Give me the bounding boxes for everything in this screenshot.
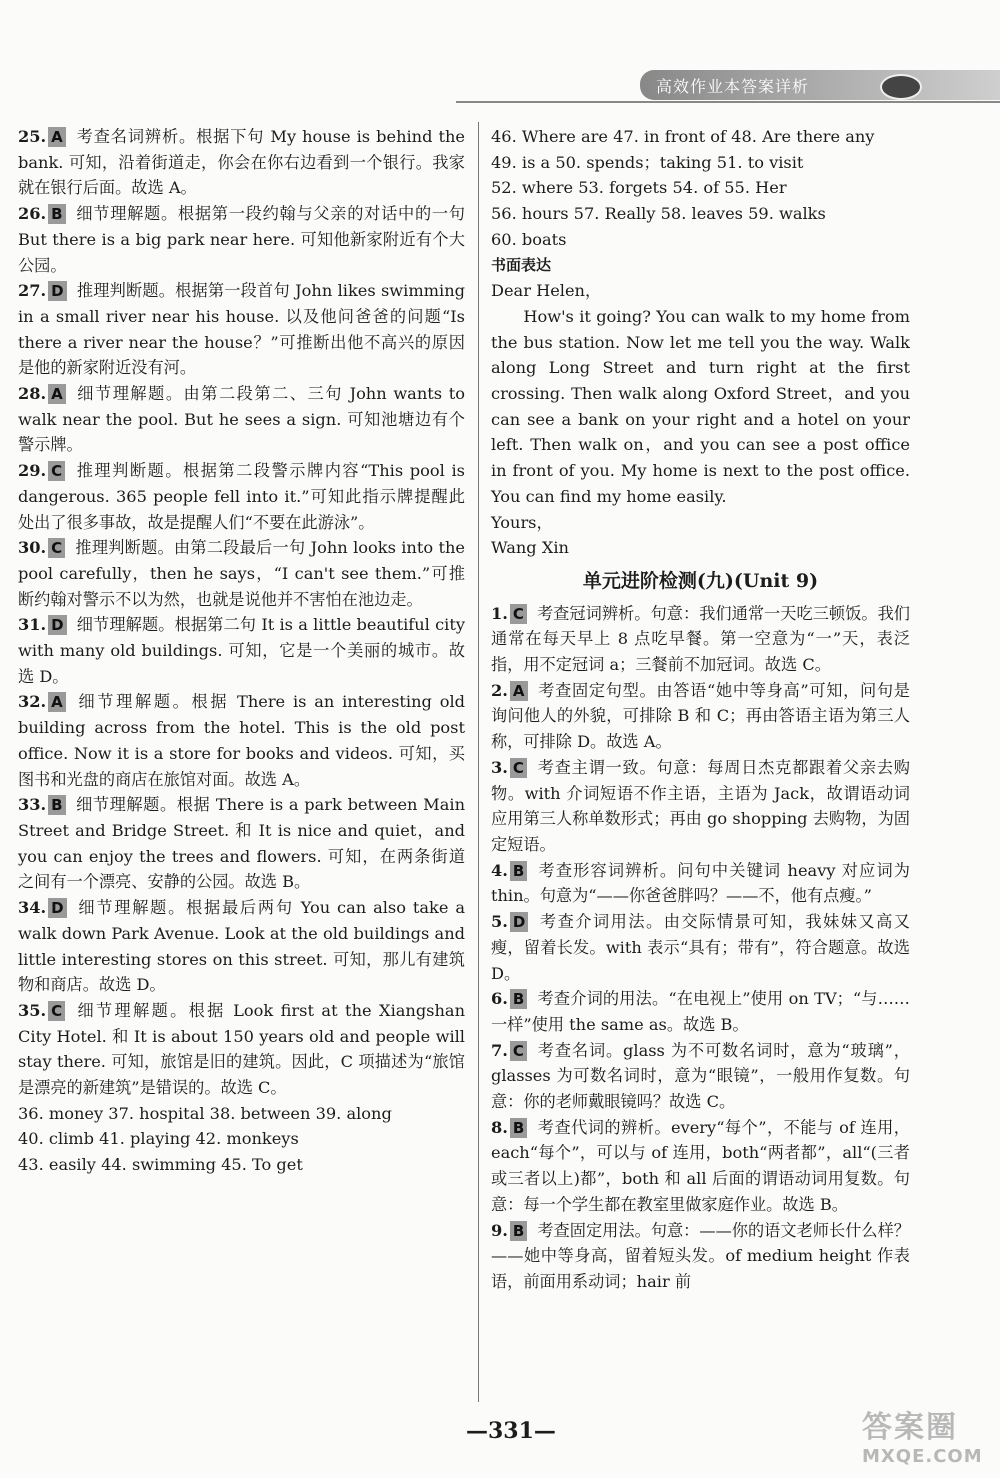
answer-choice-badge: C [510, 758, 527, 778]
fill-answer-line: 60. boats [491, 229, 567, 249]
question-number: 31. [18, 615, 47, 635]
answer-item [491, 1115, 910, 1218]
explanation-text: 细节理解题。根据最后两句 You can also take a walk down Park Avenue. Look at the old buildings and little interesting stores on this street. 可知，那儿有建筑物和商店。故选 D。 [18, 898, 465, 995]
explanation-text: 细节理解题。根据 There is an interesting old building across from the hotel. This is the old post office. Now it is a store for books and videos. 可知，买图书和光盘的商店在旅馆对面。故选 A。 [18, 692, 465, 789]
answer-item [18, 458, 465, 535]
answer-item [491, 678, 910, 755]
explanation-text: 推理判断题。根据第二段警示牌内容“This pool is dangerous. 365 people fell into it.”可知此指示牌提醒此处出了很多事故，故是提醒人们“不要在此游泳”。 [18, 461, 465, 532]
writing-section [491, 253, 910, 561]
answer-item [18, 792, 465, 895]
explanation-text: 细节理解题。根据第二句 It is a little beautiful city with many old buildings. 可知，它是一个美丽的城市。故选 D。 [18, 615, 465, 686]
explanation-text: 细节理解题。根据 There is a park between Main Street and Bridge Street. 和 It is nice and quiet，and you can enjoy the trees and flowers. 可知，在两条街道之间有一个漂亮、安静的公园。故选 B。 [18, 795, 465, 892]
answer-item [18, 612, 465, 689]
answer-choice-badge: B [510, 1221, 527, 1241]
answer-choice-badge: A [510, 681, 528, 701]
fill-answer-line: 52. where 53. forgets 54. of 55. Her [491, 178, 787, 198]
answer-item [18, 278, 465, 381]
question-number: 27. [18, 281, 47, 301]
explanation-text: 考查名词辨析。根据下句 My house is behind the bank. 可知，沿着街道走，你会在你右边看到一个银行。我家就在银行后面。故选 A。 [18, 127, 465, 198]
answer-item [491, 1218, 910, 1295]
answer-item [491, 858, 910, 909]
answer-item [491, 755, 910, 858]
explanation-text: 考查介词的用法。“在电视上”使用 on TV；“与……一样”使用 the same as。故选 B。 [491, 989, 910, 1034]
logo-icon [880, 74, 922, 100]
header-rule [456, 101, 1000, 103]
question-number: 26. [18, 204, 47, 224]
answer-choice-badge: A [48, 384, 66, 404]
letter-signature: Wang Xin [491, 538, 569, 558]
fill-answer-line: 49. is a 50. spends；taking 51. to visit [491, 152, 804, 172]
answer-item [491, 1038, 910, 1115]
explanation-text: 推理判断题。由第二段最后一句 John looks into the pool carefully，then he says，“I can't see them.”可推断约翰对警示不以为然，也就是说他并不害怕在池边走。 [18, 538, 465, 609]
left-answer-list [18, 124, 465, 1101]
answer-item [18, 689, 465, 792]
question-number: 1. [491, 603, 508, 623]
answer-choice-badge: D [510, 912, 528, 932]
explanation-text: 推理判断题。根据第一段首句 John likes swimming in a small river near his house. 以及他问爸爸的问题“Is there a river near the house？”可推断出他不高兴的原因是他的新家附近没有河。 [18, 281, 465, 378]
answer-item [491, 909, 910, 986]
answer-choice-badge: C [48, 1001, 65, 1021]
watermark-top: 答案圈 [862, 1410, 958, 1445]
answer-choice-badge: C [48, 538, 65, 558]
writing-heading: 书面表达 [491, 255, 552, 274]
question-number: 25. [18, 127, 47, 146]
question-number: 34. [18, 898, 47, 918]
right-fill-answers [491, 124, 910, 253]
answer-choice-badge: C [510, 604, 527, 624]
question-number: 33. [18, 795, 47, 815]
explanation-text: 细节理解题。由第二段第二、三句 John wants to walk near the pool. But he sees a sign. 可知池塘边有个警示牌。 [18, 384, 465, 455]
question-number: 3. [491, 757, 508, 777]
fill-answer-line: 40. climb 41. playing 42. monkeys [18, 1129, 299, 1149]
question-number: 5. [491, 912, 508, 932]
left-column [18, 124, 465, 1178]
page-number: —331— [466, 1418, 556, 1444]
answer-choice-badge: D [48, 898, 66, 918]
answer-choice-badge: B [48, 795, 65, 815]
explanation-text: 考查主谓一致。句意：每周日杰克都跟着父亲去购物。with 介词短语不作主语，主语为 Jack，故谓语动词应用第三人称单数形式；再由 go shopping 去购物，为固定短语。 [491, 757, 910, 854]
question-number: 4. [491, 860, 508, 880]
answer-item [18, 381, 465, 458]
right-column [491, 124, 910, 1295]
answer-item [491, 601, 910, 678]
letter-closing: Yours， [491, 512, 553, 532]
explanation-text: 考查固定句型。由答语“她中等身高”可知，问句是询问他人的外貌，可排除 B 和 C；再由答语主语为第三人称，可排除 D。故选 A。 [491, 680, 910, 752]
answer-choice-badge: A [48, 127, 66, 147]
question-number: 6. [491, 989, 508, 1009]
answer-choice-badge: D [48, 615, 66, 635]
column-divider [478, 122, 479, 1402]
fill-answer-line: 56. hours 57. Really 58. leaves 59. walks [491, 204, 826, 224]
answer-item [18, 535, 465, 612]
question-number: 8. [491, 1117, 508, 1137]
answer-choice-badge: C [48, 461, 65, 481]
answer-choice-badge: B [48, 204, 65, 224]
answer-item [18, 998, 465, 1101]
header-title: 高效作业本答案详析 [656, 77, 810, 96]
answer-item [18, 895, 465, 998]
letter-greeting: Dear Helen， [491, 281, 602, 301]
fill-answer-line: 36. money 37. hospital 38. between 39. along [18, 1103, 392, 1123]
answer-item [18, 124, 465, 201]
answer-choice-badge: D [48, 281, 66, 301]
answer-choice-badge: A [48, 692, 66, 712]
question-number: 7. [491, 1040, 508, 1060]
answer-choice-badge: B [510, 989, 527, 1009]
answer-choice-badge: C [510, 1041, 527, 1061]
question-number: 32. [18, 692, 47, 712]
unit-title: 单元进阶检测(九)(Unit 9) [582, 569, 819, 592]
question-number: 30. [18, 538, 47, 558]
answer-item [491, 986, 910, 1037]
explanation-text: 考查冠词辨析。句意：我们通常一天吃三顿饭。我们通常在每天早上 8 点吃早餐。第一空意为“一”天，表泛指，用不定冠词 a；三餐前不加冠词。故选 C。 [491, 603, 910, 675]
answer-item [18, 201, 465, 278]
explanation-text: 细节理解题。根据 Look first at the Xiangshan City Hotel. 和 It is about 150 years old and people will stay there. 可知，旅馆是旧的建筑。因此，C 项描述为“旅馆是漂亮的新建筑”是错误的。故选 C。 [18, 1000, 465, 1098]
answer-choice-badge: B [510, 861, 527, 881]
explanation-text: 考查名词。glass 为不可数名词时，意为“玻璃”，glasses 为可数名词时，意为“眼镜”，一般用作复数。句意：你的老师戴眼镜吗？故选 C。 [491, 1040, 910, 1112]
question-number: 9. [491, 1220, 508, 1240]
watermark-logo [862, 1402, 1000, 1478]
question-number: 28. [18, 384, 47, 404]
explanation-text: 考查介词用法。由交际情景可知，我妹妹又高又瘦，留着长发。with 表示“具有；带有”，符合题意。故选 D。 [491, 912, 910, 983]
explanation-text: 考查代词的辨析。every“每个”，不能与 of 连用，each“每个”，可以与 of 连用，both“两者都”，all“(三者或三者以上)都”，both 和 all 后面的谓语动词用复数。句意：每一个学生都在教室里做家庭作业。故选 B。 [491, 1117, 910, 1214]
answer-choice-badge: B [510, 1118, 527, 1138]
question-number: 29. [18, 461, 47, 481]
letter-body: How's it going? You can walk to my home from the bus station. Now let me tell you the way. Walk along Long Street and turn right at the first crossing. Then walk along Oxford Street，and you can see a bank on your right and a hotel on your left. Then walk on，and you can see a post office in front of you. My home is next to the post office. You can find my home easily. [491, 306, 910, 506]
question-number: 35. [18, 1000, 47, 1020]
fill-answer-line: 43. easily 44. swimming 45. To get [18, 1155, 303, 1175]
explanation-text: 考查固定用法。句意：——你的语文老师长什么样？——她中等身高，留着短头发。of medium height 作表语，前面用系动词；hair 前 [491, 1220, 910, 1291]
right-answer-list [491, 601, 910, 1295]
left-fill-answers [18, 1101, 465, 1178]
question-number: 2. [491, 680, 508, 700]
explanation-text: 考查形容词辨析。问句中关键词 heavy 对应词为 thin。句意为“——你爸爸胖吗？——不，他有点瘦。” [491, 860, 910, 906]
watermark-bottom: MXQE.COM [862, 1446, 983, 1467]
fill-answer-line: 46. Where are 47. in front of 48. Are there any [491, 127, 875, 146]
explanation-text: 细节理解题。根据第一段约翰与父亲的对话中的一句 But there is a big park near here. 可知他新家附近有个大公园。 [18, 204, 465, 275]
